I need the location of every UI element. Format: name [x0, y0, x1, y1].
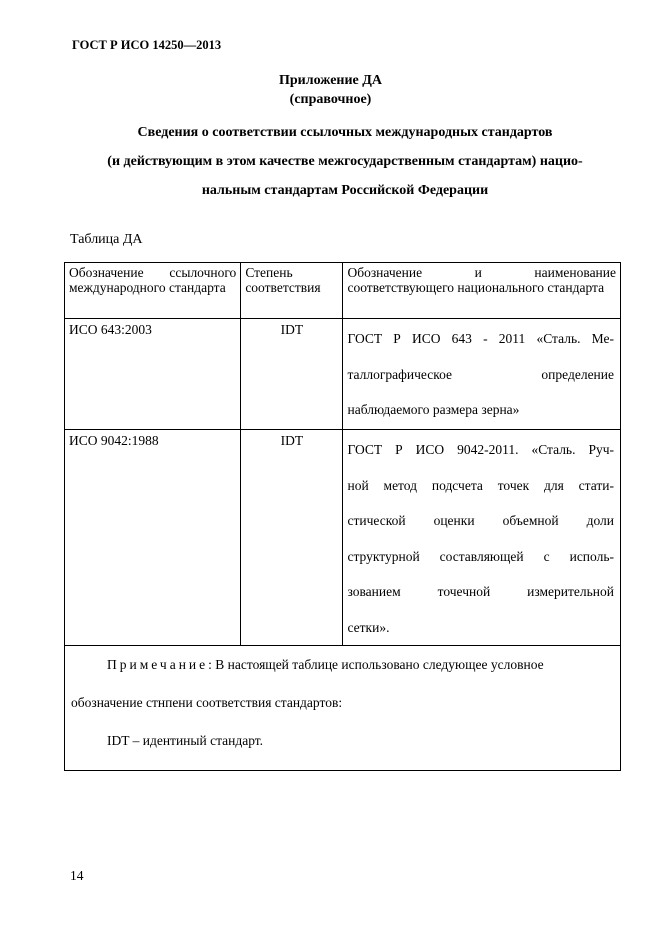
header-national-label: Обозначение и наименование соответствующего национального стандарта — [347, 265, 616, 295]
national-line: ГОСТ Р ИСО 9042-2011. «Сталь. Руч- — [347, 442, 614, 457]
title-line-3: нальным стандартам Российской Федерации — [201, 183, 489, 198]
header-cell-national — [343, 263, 621, 319]
header-international-label: Обозначение ссылочного международного стандарта — [69, 265, 237, 295]
header-cell-international — [65, 263, 241, 319]
table-header-row — [65, 263, 621, 319]
document-title — [70, 118, 620, 205]
document-header: ГОСТ Р ИСО 14250—2013 — [72, 38, 222, 52]
row-degree-cell — [241, 319, 343, 430]
row-degree: IDT — [280, 433, 304, 448]
appendix-title: Приложение ДА — [278, 73, 383, 88]
row-national-cell — [343, 430, 621, 646]
table-caption: Таблица ДА — [70, 232, 143, 247]
national-line: зованием точечной измерительной — [347, 584, 614, 599]
note-text: : В настоящей таблице использовано следующее условное — [208, 657, 544, 672]
row-code-cell — [65, 319, 241, 430]
row-national-cell — [343, 319, 621, 430]
table-row — [65, 430, 621, 646]
table-note — [65, 646, 620, 770]
table-note-row — [65, 646, 621, 771]
page-number: 14 — [70, 868, 84, 883]
table-row — [65, 319, 621, 430]
row-code-cell — [65, 430, 241, 646]
row-degree-cell — [241, 430, 343, 646]
national-line: таллографическое определение — [347, 366, 614, 382]
header-cell-degree — [241, 263, 343, 319]
row-code: ИСО 9042:1988 — [69, 433, 159, 448]
national-line: ной метод подсчета точек для стати- — [347, 477, 614, 493]
row-code: ИСО 643:2003 — [69, 322, 152, 337]
national-line: сетки». — [347, 619, 390, 635]
national-line: структурной составляющей с исполь- — [347, 548, 614, 564]
title-line-2: (и действующим в этом качестве межгосударственным стандартам) нацио- — [107, 154, 583, 169]
title-line-1: Сведения о соответствии ссылочных международных стандартов — [137, 125, 553, 140]
national-line: ГОСТ Р ИСО 643 - 2011 «Сталь. Ме- — [347, 331, 614, 346]
note-label: Примечание — [107, 657, 209, 672]
note-text-line-2: обозначение стнпени соответствия стандартов: — [71, 695, 343, 710]
national-line: наблюдаемого размера зерна» — [347, 402, 520, 417]
table-note-cell — [65, 646, 621, 771]
appendix-subtitle: (справочное) — [289, 92, 372, 107]
note-text-line-3: IDT – идентиный стандарт. — [107, 733, 264, 748]
national-line: стической оценки объемной доли — [347, 513, 614, 528]
header-degree-label: Степень соответствия — [245, 265, 321, 295]
correspondence-table — [64, 262, 621, 771]
row-degree: IDT — [280, 322, 304, 337]
